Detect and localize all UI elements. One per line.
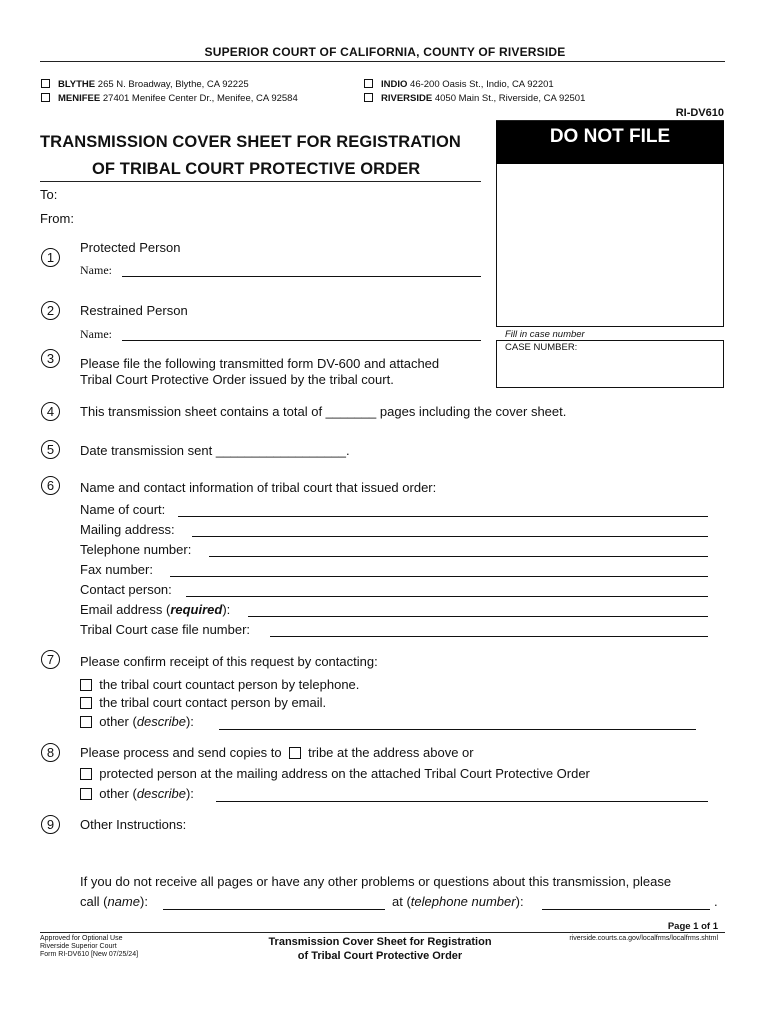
email-address-label: Email address (required):	[80, 602, 231, 617]
other-instructions-label: Other Instructions:	[80, 817, 187, 832]
send-to-protected-person-option[interactable]: protected person at the mailing address on the attached Tribal Court Protective Order	[80, 766, 590, 781]
menifee-checkbox[interactable]	[41, 93, 50, 102]
name-of-court-label: Name of court:	[80, 502, 166, 517]
location-indio: INDIO 46-200 Oasis St., Indio, CA 92201	[364, 79, 554, 90]
clerk-stamp-box	[496, 164, 724, 327]
restrained-person-name-field[interactable]	[122, 340, 481, 341]
riverside-checkbox[interactable]	[364, 93, 373, 102]
fill-in-case-number-label: Fill in case number	[505, 329, 585, 340]
location-riverside: RIVERSIDE 4050 Main St., Riverside, CA 92501	[364, 93, 585, 104]
confirm-other-field[interactable]	[219, 729, 696, 730]
blythe-checkbox[interactable]	[41, 79, 50, 88]
item-3-text-line2: Tribal Court Protective Order issued by the tribal court.	[80, 372, 394, 387]
contact-person-field[interactable]	[186, 596, 708, 597]
to-label: To:	[40, 187, 58, 202]
item-1-number: 1	[41, 248, 60, 267]
mailing-address-label: Mailing address:	[80, 522, 175, 537]
name-of-court-field[interactable]	[178, 516, 708, 517]
indio-checkbox[interactable]	[364, 79, 373, 88]
confirm-telephone-checkbox[interactable]	[80, 679, 92, 691]
tribal-court-info-heading: Name and contact information of tribal court that issued order:	[80, 480, 437, 495]
telephone-label: at (telephone number):	[392, 894, 524, 909]
item-5-number: 5	[41, 440, 60, 459]
from-label: From:	[40, 211, 74, 226]
protected-person-label: Protected Person	[80, 240, 181, 255]
item-3-text-line1: Please file the following transmitted form DV-600 and attached	[80, 356, 440, 371]
confirm-other-checkbox[interactable]	[80, 716, 92, 728]
form-title-line2: OF TRIBAL COURT PROTECTIVE ORDER	[92, 160, 421, 178]
send-other-option[interactable]: other (describe):	[80, 786, 194, 801]
protected-person-name-field[interactable]	[122, 276, 481, 277]
page-number: Page 1 of 1	[667, 921, 718, 932]
footer-title: Transmission Cover Sheet for Registration of Tribal Court Protective Order	[268, 936, 492, 962]
call-name-label: call (name):	[80, 894, 148, 909]
location-menifee: MENIFEE 27401 Menifee Center Dr., Menifee, CA 92584	[41, 93, 298, 104]
send-to-protected-person-checkbox[interactable]	[80, 768, 92, 780]
item-8-number: 8	[41, 743, 60, 762]
telephone-number-label: Telephone number:	[80, 542, 192, 557]
restrained-person-label: Restrained Person	[80, 303, 188, 318]
confirm-by-email-option[interactable]: the tribal court contact person by email.	[80, 695, 326, 710]
closing-period: .	[714, 894, 718, 909]
telephone-number-field[interactable]	[209, 556, 708, 557]
mailing-address-field[interactable]	[192, 536, 708, 537]
call-name-field[interactable]	[163, 909, 385, 910]
send-to-tribe-checkbox[interactable]	[289, 747, 301, 759]
page-count-text[interactable]: This transmission sheet contains a total of _______ pages including the cover sheet.	[80, 404, 567, 419]
item-7-number: 7	[41, 650, 60, 669]
item-9-number: 9	[41, 815, 60, 834]
fax-number-label: Fax number:	[80, 562, 153, 577]
footer-approved: Approved for Optional Use Riverside Superior Court Form RI-DV610 [New 07/25/24]	[40, 935, 139, 958]
tribal-case-file-field[interactable]	[270, 636, 708, 637]
confirm-receipt-text: Please confirm receipt of this request by contacting:	[80, 654, 378, 669]
item-3-number: 3	[41, 349, 60, 368]
title-rule	[40, 181, 481, 182]
telephone-field[interactable]	[542, 909, 710, 910]
item-4-number: 4	[41, 402, 60, 421]
confirm-email-checkbox[interactable]	[80, 697, 92, 709]
fax-number-field[interactable]	[170, 576, 708, 577]
form-id: RI-DV610	[675, 107, 724, 119]
confirm-by-telephone-option[interactable]: the tribal court countact person by telephone.	[80, 677, 359, 692]
footer-rule	[40, 932, 725, 933]
tribal-case-file-label: Tribal Court case file number:	[80, 622, 251, 637]
closing-text-line1: If you do not receive all pages or have any other problems or questions about this transmission, please	[80, 874, 672, 889]
do-not-file-label: DO NOT FILE	[496, 121, 724, 164]
location-blythe: BLYTHE 265 N. Broadway, Blythe, CA 92225	[41, 79, 249, 90]
send-other-checkbox[interactable]	[80, 788, 92, 800]
restrained-person-name-label: Name:	[80, 327, 112, 341]
header-rule	[40, 61, 725, 62]
contact-person-label: Contact person:	[80, 582, 172, 597]
case-number-label: CASE NUMBER:	[505, 342, 578, 353]
footer-url[interactable]: riverside.courts.ca.gov/localfrms/localfrms.shtml	[569, 935, 718, 942]
date-sent-text[interactable]: Date transmission sent __________________.	[80, 443, 350, 458]
email-address-field[interactable]	[248, 616, 708, 617]
protected-person-name-label: Name:	[80, 263, 112, 277]
send-other-field[interactable]	[216, 801, 708, 802]
form-title-line1: TRANSMISSION COVER SHEET FOR REGISTRATION	[40, 133, 461, 151]
court-name: SUPERIOR COURT OF CALIFORNIA, COUNTY OF RIVERSIDE	[204, 45, 566, 59]
confirm-other-option[interactable]: other (describe):	[80, 714, 194, 729]
process-copies-text: Please process and send copies to tribe at the address above or	[80, 745, 474, 760]
item-2-number: 2	[41, 301, 60, 320]
item-6-number: 6	[41, 476, 60, 495]
